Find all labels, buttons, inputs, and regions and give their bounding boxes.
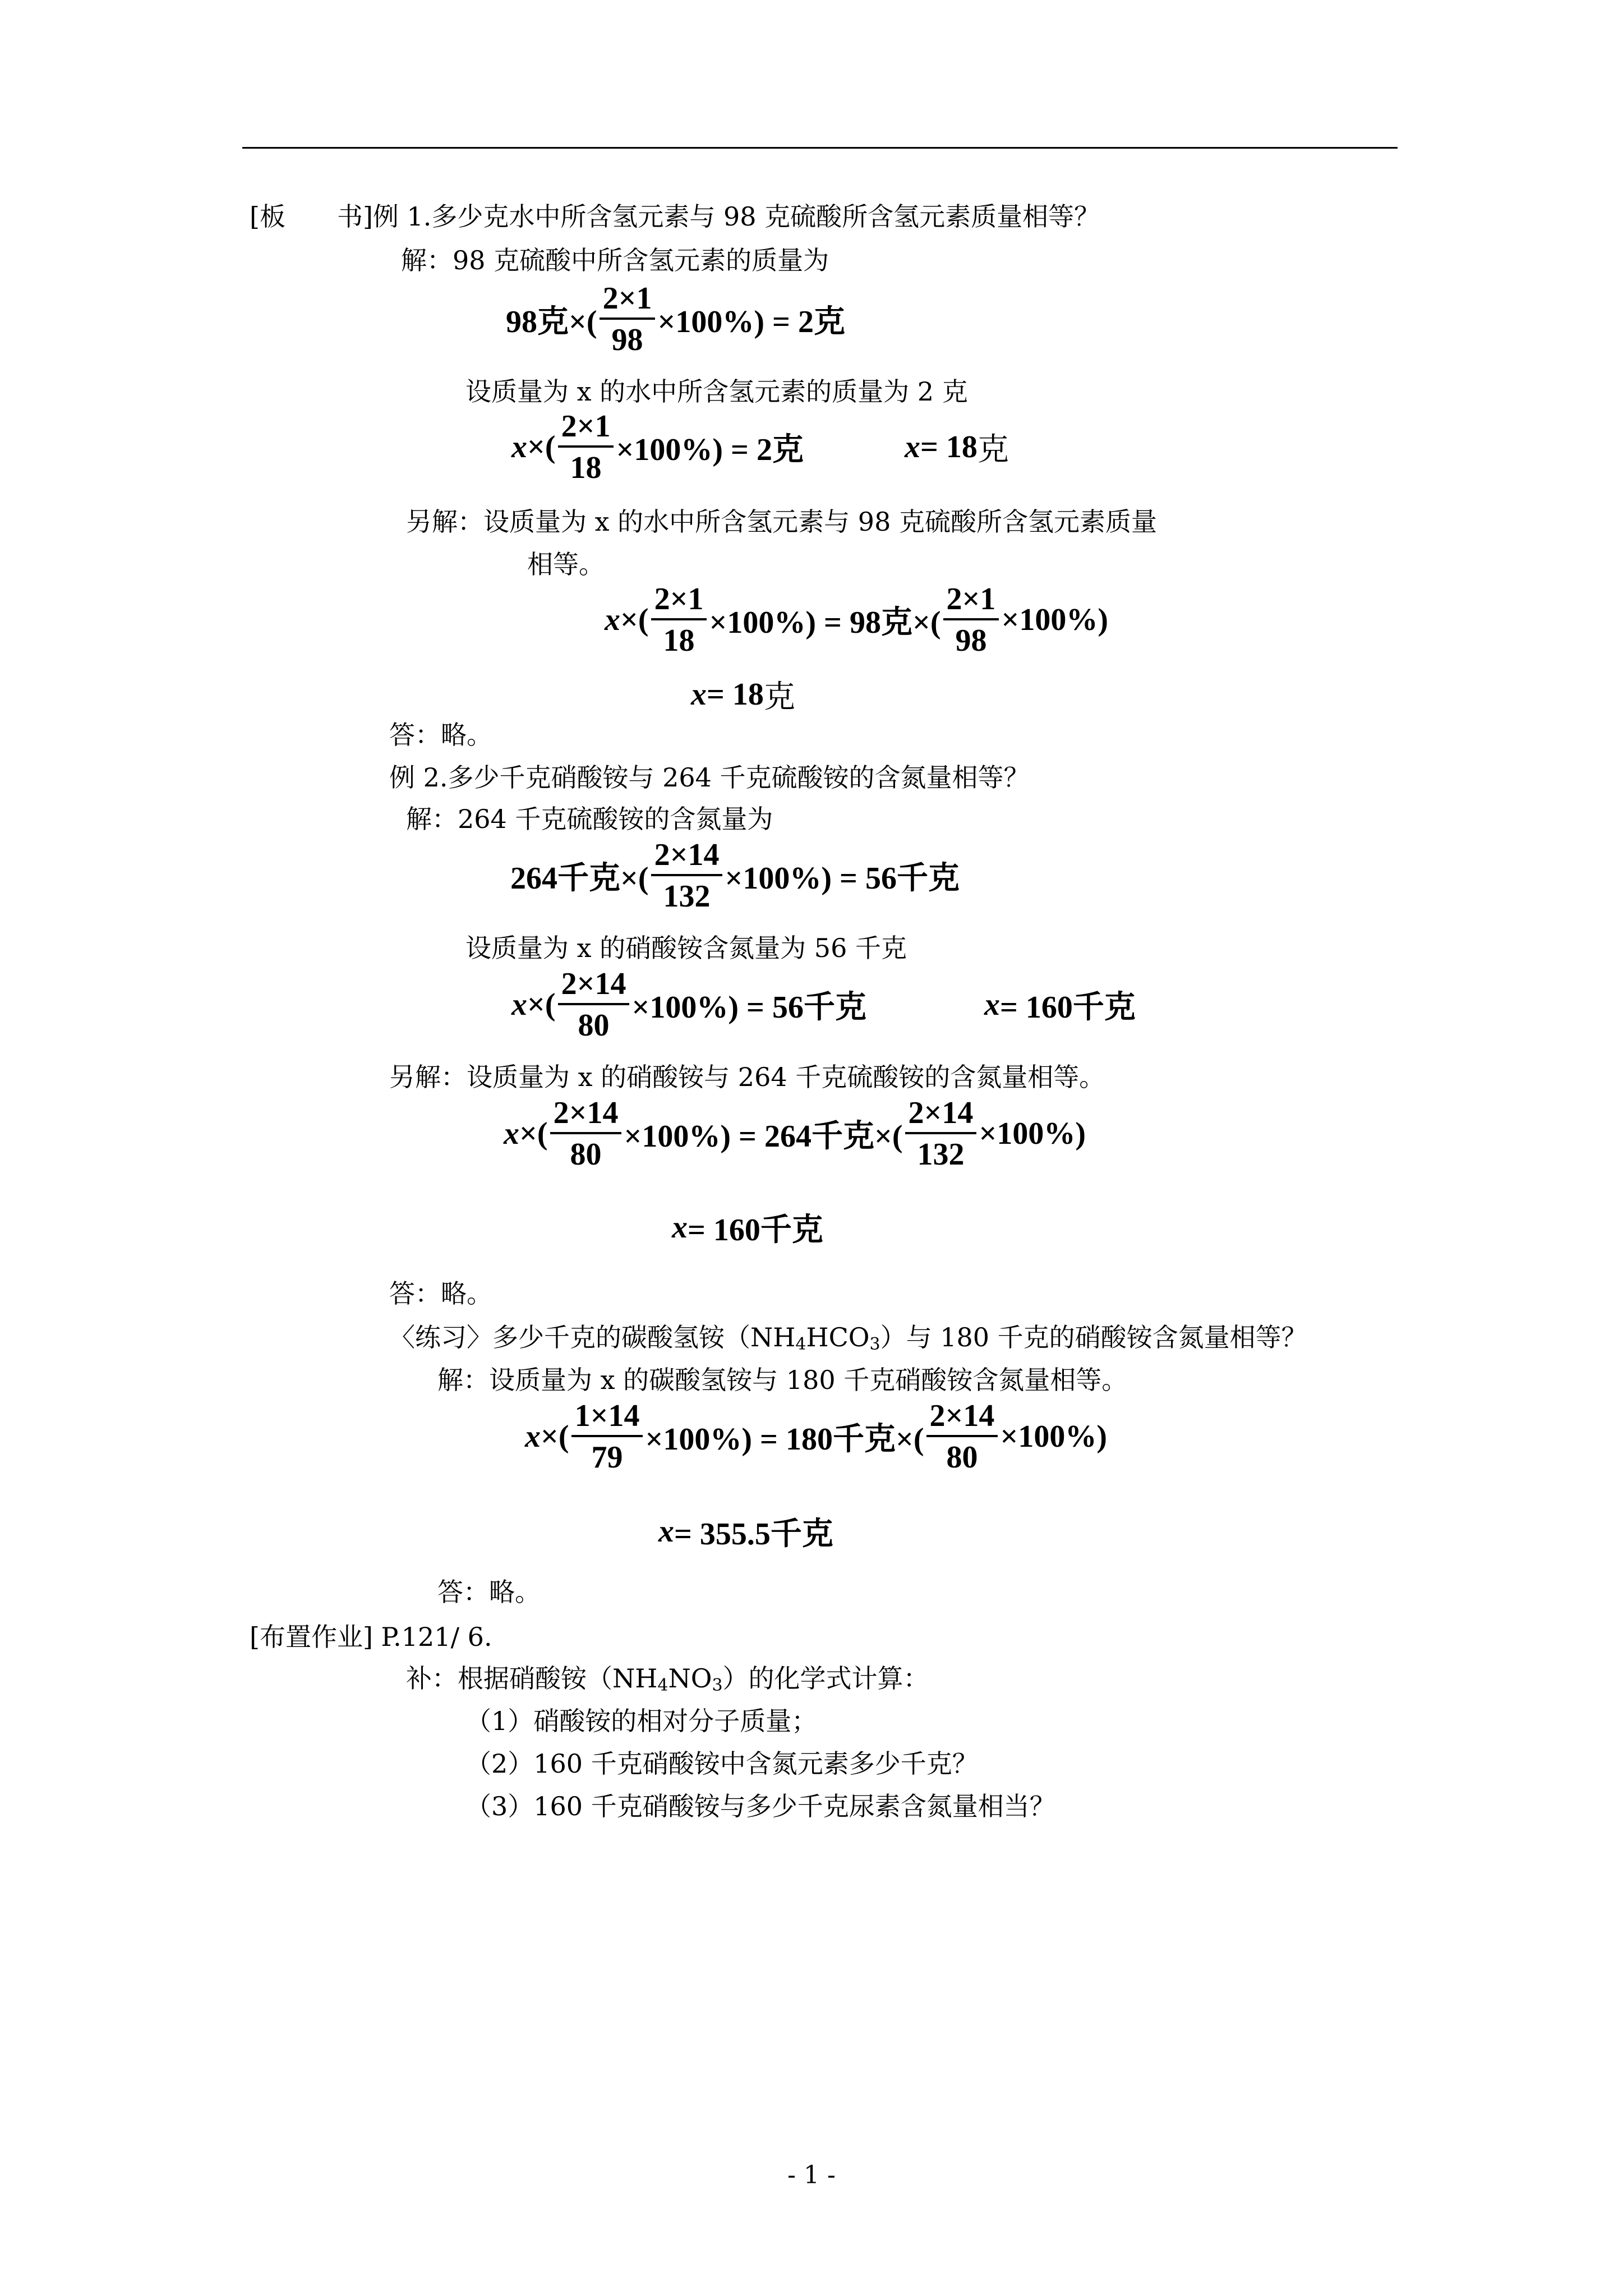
numerator: 2×1	[558, 411, 614, 448]
supplement-text: NO	[668, 1663, 712, 1694]
eq-text: ×100%) = 2克	[657, 305, 845, 339]
eq-result: = 18	[707, 677, 764, 712]
fraction	[571, 1400, 643, 1473]
denominator: 80	[570, 1137, 602, 1172]
eq-unit: 克	[977, 432, 1009, 467]
list-item-2: （2）160 千克硝酸铵中含氮元素多少千克？	[465, 1749, 978, 1779]
denominator: 18	[570, 450, 602, 485]
variable-x: x	[525, 1419, 541, 1454]
fraction	[651, 839, 723, 912]
numerator: 2×14	[926, 1400, 998, 1437]
numerator: 2×14	[651, 839, 723, 876]
exercise-text: ）与 180 千克的硝酸铵含氮量相等？	[880, 1322, 1307, 1352]
variable-x: x	[511, 987, 527, 1022]
numerator: 2×1	[651, 583, 707, 620]
line-alt1: 另解：设质量为 x 的水中所含氢元素与 98 克硫酸所含氢元素质量	[406, 507, 1157, 537]
variable-x: x	[984, 987, 1000, 1022]
fraction	[600, 283, 656, 356]
list-item-1: （1）硝酸铵的相对分子质量；	[465, 1706, 818, 1736]
eq-text: ×100%)	[1001, 602, 1108, 637]
numerator: 2×1	[943, 583, 999, 620]
eq-text: ×100%) = 56千克	[631, 990, 866, 1025]
numerator: 2×14	[558, 968, 630, 1005]
equation-3-result	[691, 672, 795, 717]
denominator: 80	[578, 1008, 610, 1043]
line-assume2: 设质量为 x 的硝酸铵含氮量为 56 千克	[465, 933, 907, 963]
subscript: 3	[712, 1676, 723, 1695]
line-supplement	[406, 1662, 929, 1703]
variable-x: x	[605, 602, 620, 637]
denominator: 98	[955, 623, 987, 658]
eq-result: = 160千克	[999, 990, 1136, 1025]
denominator: 132	[663, 879, 711, 914]
list-item-3: （3）160 千克硝酸铵与多少千克尿素含氮量相当？	[465, 1791, 1055, 1821]
eq-text: ×100%) = 264千克×(	[624, 1119, 903, 1154]
line-answer1: 答：略。	[389, 720, 492, 750]
page-number: - 1 -	[787, 2161, 836, 2189]
eq-text: 98克×(	[506, 305, 597, 339]
supplement-text: 补：根据硝酸铵（NH	[406, 1663, 658, 1694]
equation-2	[511, 411, 1009, 484]
variable-x: x	[904, 430, 920, 464]
equation-6-result	[672, 1205, 823, 1250]
subscript: 3	[869, 1335, 880, 1354]
line-alt1-cont: 相等。	[527, 549, 605, 579]
eq-text: ×(	[620, 602, 649, 637]
eq-text: ×100%)	[1000, 1419, 1107, 1454]
line-answer2: 答：略。	[389, 1278, 492, 1309]
fraction	[943, 583, 999, 656]
equation-7	[525, 1400, 1107, 1473]
line-exercise	[389, 1320, 1307, 1361]
numerator: 2×14	[550, 1097, 622, 1134]
line-alt2: 另解：设质量为 x 的硝酸铵与 264 千克硫酸铵的含氮量相等。	[389, 1062, 1105, 1092]
equation-4	[510, 839, 960, 912]
denominator: 80	[946, 1440, 978, 1475]
line-solution2: 解：264 千克硫酸铵的含氮量为	[406, 804, 773, 834]
fraction	[926, 1400, 998, 1473]
line-solution1: 解：98 克硫酸中所含氢元素的质量为	[401, 245, 829, 275]
numerator: 1×14	[571, 1400, 643, 1437]
equation-5	[511, 968, 1136, 1041]
line-solution3: 解：设质量为 x 的碳酸氢铵与 180 千克硝酸铵含氮量相等。	[437, 1365, 1128, 1395]
eq-text: ×100%) = 180千克×(	[645, 1422, 924, 1457]
equation-3	[605, 583, 1108, 656]
variable-x: x	[511, 430, 527, 464]
line-homework: [布置作业] P.121/ 6.	[250, 1622, 492, 1652]
equation-7-result	[658, 1509, 833, 1554]
eq-text: ×(	[519, 1116, 548, 1151]
eq-text: ×100%) = 98克×(	[709, 605, 941, 640]
fraction	[651, 583, 707, 656]
eq-result: = 160千克	[688, 1213, 823, 1248]
eq-text: ×100%)	[979, 1116, 1086, 1151]
line-assume1: 设质量为 x 的水中所含氢元素的质量为 2 克	[465, 376, 968, 407]
line-example2: 例 2.多少千克硝酸铵与 264 千克硫酸铵的含氮量相等？	[389, 762, 1030, 793]
equation-1	[506, 283, 845, 356]
subscript: 4	[657, 1676, 668, 1695]
eq-text: 264千克×(	[510, 861, 649, 896]
numerator: 2×1	[600, 283, 656, 320]
line-example1: [板 书]例 1.多少克水中所含氢元素与 98 克硫酸所含氢元素质量相等？	[250, 201, 1100, 232]
variable-x: x	[504, 1116, 519, 1151]
eq-unit: 克	[763, 680, 795, 715]
eq-text: ×(	[527, 987, 556, 1022]
exercise-text: HCO	[806, 1322, 870, 1352]
denominator: 98	[611, 323, 643, 357]
fraction	[558, 968, 630, 1041]
eq-text: ×(	[527, 430, 556, 464]
supplement-text: ）的化学式计算：	[722, 1663, 929, 1694]
denominator: 79	[591, 1440, 623, 1475]
exercise-text: 〈练习〉多少千克的碳酸氢铵（NH	[389, 1322, 796, 1352]
numerator: 2×14	[905, 1097, 977, 1134]
eq-result: = 355.5千克	[674, 1517, 833, 1552]
fraction	[550, 1097, 622, 1170]
eq-text: ×100%) = 2克	[616, 432, 804, 467]
variable-x: x	[658, 1514, 674, 1549]
eq-text: ×(	[541, 1419, 569, 1454]
header-rule	[242, 147, 1398, 149]
line-answer3: 答：略。	[437, 1577, 541, 1607]
eq-result: = 18	[920, 430, 978, 464]
fraction	[905, 1097, 977, 1170]
eq-text: ×100%) = 56千克	[725, 861, 960, 896]
variable-x: x	[672, 1210, 688, 1245]
denominator: 18	[663, 623, 695, 658]
equation-6	[504, 1097, 1086, 1170]
variable-x: x	[691, 677, 707, 712]
subscript: 4	[795, 1335, 806, 1354]
denominator: 132	[917, 1137, 965, 1172]
fraction	[558, 411, 614, 484]
